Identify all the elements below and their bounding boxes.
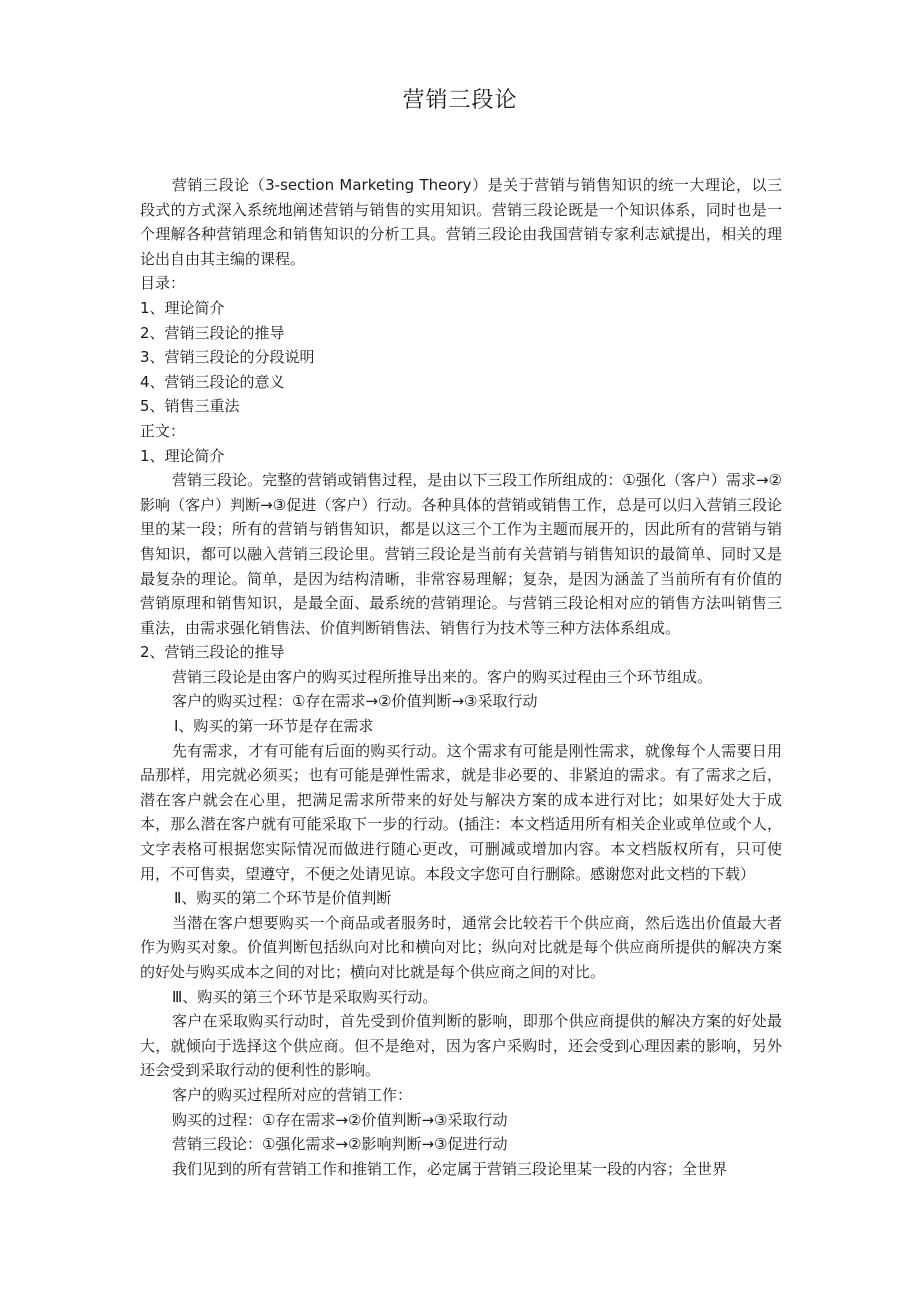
mapping-purchase-line: 购买的过程：①存在需求→②价值判断→③采取行动 (172, 1110, 508, 1129)
document-title: 营销三段论 (402, 88, 518, 113)
stage-1-heading: Ⅰ、购买的第一环节是存在需求 (174, 717, 374, 736)
toc-item: 4、营销三段论的意义 (140, 372, 285, 391)
stage-3-heading: Ⅲ、购买的第三个环节是采取购买行动。 (172, 987, 438, 1006)
section-2-intro: 营销三段论是由客户的购买过程所推导出来的。客户的购买过程由三个环节组成。 (172, 667, 713, 686)
toc-item: 1、理论简介 (140, 298, 225, 317)
stage-3-paragraph: 客户在采取购买行动时，首先受到价值判断的影响，即那个供应商提供的解决方案的好处最大，就倾向于选择这个供应商。但不是绝对，因为客户采购时，还会受到心理因素的影响，另外还会受到采取行动的便利性的影响。 (140, 1012, 782, 1080)
stage-2-heading: Ⅱ、购买的第二个环节是价值判断 (174, 889, 392, 908)
toc-item: 3、营销三段论的分段说明 (140, 348, 315, 367)
toc-item: 5、销售三重法 (140, 397, 240, 416)
body-label: 正文： (140, 421, 186, 440)
stage-1-paragraph: 先有需求，才有可能有后面的购买行动。这个需求有可能是刚性需求，就像每个人需要日用品那样，用完就必须买；也有可能是弹性需求，就是非必要的、非紧迫的需求。有了需求之后，潜在客户就会在心里，把满足需求所带来的好处与解决方案的成本进行对比；如果好处大于成本，那么潜在客户就有可能采取下一步的行动。(插注：本文档适用所有相关企业或单位或个人，文字表格可根据您实际情况而做进行随心更改，可删减或增加内容。本文档版权所有，只可使用，不可售卖，望遵守，不便之处请见谅。本段文字您可自行删除。感谢您对此文档的下载） (140, 741, 782, 883)
section-1-heading: 1、理论简介 (140, 446, 225, 465)
toc-item: 2、营销三段论的推导 (140, 323, 285, 342)
mapping-marketing-line: 营销三段论：①强化需求→②影响判断→③促进行动 (172, 1135, 508, 1154)
mapping-intro: 客户的购买过程所对应的营销工作： (172, 1085, 413, 1104)
toc-label: 目录： (140, 274, 186, 293)
table-of-contents (140, 296, 782, 419)
intro-paragraph: 营销三段论（3-section Marketing Theory）是关于营销与销售知识的统一大理论，以三段式的方式深入系统地阐述营销与销售的实用知识。营销三段论既是一个知识体系，同时也是一个理解各种营销理念和销售知识的分析工具。营销三段论由我国营销专家利志斌提出，相关的理论出自由其主编的课程。 (140, 176, 782, 268)
stage-2-paragraph: 当潜在客户想要购买一个商品或者服务时，通常会比较若干个供应商，然后选出价值最大者作为购买对象。价值判断包括纵向对比和横向对比；纵向对比就是每个供应商所提供的解决方案的好处与购买成本之间的对比；横向对比就是每个供应商之间的对比。 (140, 913, 782, 981)
purchase-process-line: 客户的购买过程：①存在需求→②价值判断→③采取行动 (172, 692, 538, 711)
closing-paragraph: 我们见到的所有营销工作和推销工作，必定属于营销三段论里某一段的内容；全世界 (172, 1159, 728, 1178)
section-1-paragraph: 营销三段论。完整的营销或销售过程，是由以下三段工作所组成的：①强化（客户）需求→②影响（客户）判断→③促进（客户）行动。各种具体的营销或销售工作，总是可以归入营销三段论里的某一段；所有的营销与销售知识，都是以这三个工作为主题而展开的，因此所有的营销与销售知识，都可以融入营销三段论里。营销三段论是当前有关营销与销售知识的最简单、同时又是最复杂的理论。简单，是因为结构清晰，非常容易理解；复杂，是因为涵盖了当前所有有价值的营销原理和销售知识，是最全面、最系统的营销理论。与营销三段论相对应的销售方法叫销售三重法，由需求强化销售法、价值判断销售法、销售行为技术等三种方法体系组成。 (140, 471, 782, 637)
section-2-heading: 2、营销三段论的推导 (140, 643, 285, 662)
document-body (140, 173, 782, 1181)
